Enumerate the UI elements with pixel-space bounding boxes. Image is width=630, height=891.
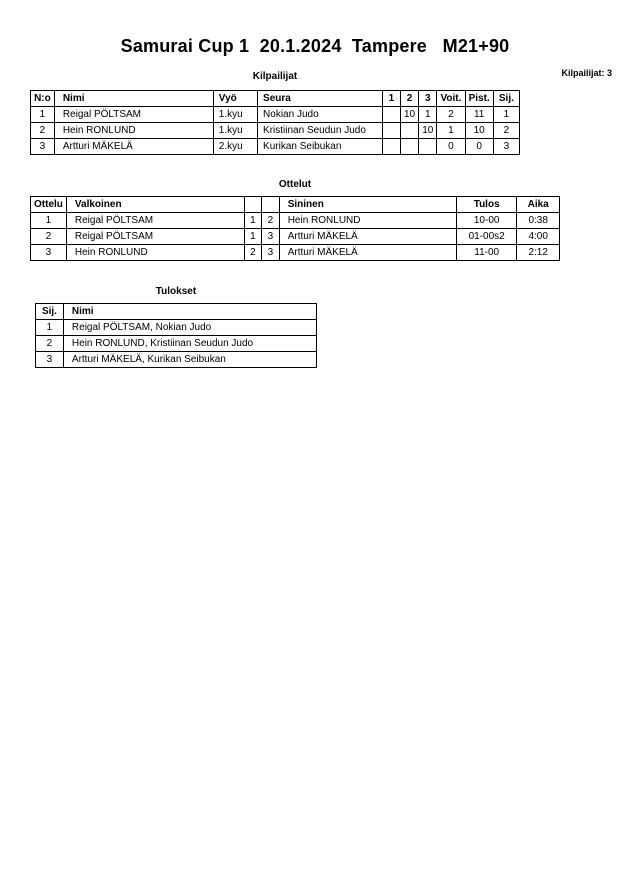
- results-table: [35, 303, 317, 368]
- cell-nimi: Artturi MÄKELÄ, Kurikan Seibukan: [63, 352, 316, 368]
- cell-tulos: 01-00s2: [456, 229, 516, 245]
- column-header-match-1: 1: [382, 91, 400, 107]
- cell-white-no: 1: [244, 229, 262, 245]
- cell-seura: Nokian Judo: [258, 107, 383, 123]
- cell-blue-no: 3: [262, 245, 280, 261]
- cell-ottelu: 2: [31, 229, 67, 245]
- cell-sij: 1: [36, 320, 64, 336]
- table-row: [31, 213, 560, 229]
- cell-vyo: 1.kyu: [213, 123, 257, 139]
- table-row: [31, 123, 520, 139]
- table-header-row: [36, 304, 317, 320]
- cell-tulos: 11-00: [456, 245, 516, 261]
- table-header-row: [31, 91, 520, 107]
- cell-match-2: 10: [400, 107, 418, 123]
- cell-seura: Kristiinan Seudun Judo: [258, 123, 383, 139]
- section-label-tulokset: Tulokset: [155, 286, 197, 297]
- cell-nimi: Artturi MÄKELÄ: [54, 139, 213, 155]
- cell-match-1: [382, 107, 400, 123]
- table-row: [31, 229, 560, 245]
- cell-match-2: [400, 123, 418, 139]
- cell-nimi: Hein RONLUND, Kristiinan Seudun Judo: [63, 336, 316, 352]
- cell-points: 10: [465, 123, 493, 139]
- column-header-nimi: Nimi: [63, 304, 316, 320]
- cell-wins: 0: [437, 139, 465, 155]
- cell-no: 2: [31, 123, 55, 139]
- cell-match-2: [400, 139, 418, 155]
- cell-blue-no: 3: [262, 229, 280, 245]
- cell-match-1: [382, 139, 400, 155]
- table-header-row: [31, 197, 560, 213]
- cell-no: 1: [31, 107, 55, 123]
- column-header-vyo: Vyö: [213, 91, 257, 107]
- column-header-wins: Voit.: [437, 91, 465, 107]
- cell-sij: 3: [36, 352, 64, 368]
- table-row: [31, 107, 520, 123]
- cell-vyo: 1.kyu: [213, 107, 257, 123]
- column-header-match-2: 2: [400, 91, 418, 107]
- cell-blue-no: 2: [262, 213, 280, 229]
- cell-no: 3: [31, 139, 55, 155]
- cell-match-3: 10: [419, 123, 437, 139]
- column-header-seura: Seura: [258, 91, 383, 107]
- column-header-sininen: Sininen: [279, 197, 456, 213]
- table-row: [31, 245, 560, 261]
- table-row: [31, 139, 520, 155]
- table-row: [36, 320, 317, 336]
- section-label-kilpailijat: Kilpailijat: [252, 71, 298, 82]
- cell-valkoinen: Reigal PÖLTSAM: [66, 213, 244, 229]
- cell-seura: Kurikan Seibukan: [258, 139, 383, 155]
- cell-valkoinen: Reigal PÖLTSAM: [66, 229, 244, 245]
- cell-points: 0: [465, 139, 493, 155]
- cell-rank: 1: [493, 107, 519, 123]
- column-header-white-no: [244, 197, 262, 213]
- cell-vyo: 2.kyu: [213, 139, 257, 155]
- section-label-ottelut: Ottelut: [278, 179, 312, 190]
- cell-wins: 2: [437, 107, 465, 123]
- cell-sininen: Artturi MÄKELÄ: [279, 229, 456, 245]
- column-header-match-3: 3: [419, 91, 437, 107]
- column-header-valkoinen: Valkoinen: [66, 197, 244, 213]
- cell-rank: 3: [493, 139, 519, 155]
- cell-nimi: Hein RONLUND: [54, 123, 213, 139]
- cell-aika: 2:12: [517, 245, 560, 261]
- cell-aika: 4:00: [517, 229, 560, 245]
- column-header-nimi: Nimi: [54, 91, 213, 107]
- cell-rank: 2: [493, 123, 519, 139]
- column-header-rank: Sij.: [493, 91, 519, 107]
- matches-table: [30, 196, 560, 261]
- cell-white-no: 1: [244, 213, 262, 229]
- cell-tulos: 10-00: [456, 213, 516, 229]
- column-header-points: Pist.: [465, 91, 493, 107]
- competitors-table: [30, 90, 520, 155]
- column-header-aika: Aika: [517, 197, 560, 213]
- cell-match-3: [419, 139, 437, 155]
- cell-match-3: 1: [419, 107, 437, 123]
- column-header-no: N:o: [31, 91, 55, 107]
- cell-sij: 2: [36, 336, 64, 352]
- column-header-blue-no: [262, 197, 280, 213]
- cell-nimi: Reigal PÖLTSAM: [54, 107, 213, 123]
- cell-match-1: [382, 123, 400, 139]
- table-row: [36, 352, 317, 368]
- cell-sininen: Hein RONLUND: [279, 213, 456, 229]
- page-title: Samurai Cup 1 20.1.2024 Tampere M21+90: [120, 36, 510, 56]
- cell-points: 11: [465, 107, 493, 123]
- cell-sininen: Artturi MÄKELÄ: [279, 245, 456, 261]
- column-header-sij: Sij.: [36, 304, 64, 320]
- column-header-ottelu: Ottelu: [31, 197, 67, 213]
- cell-white-no: 2: [244, 245, 262, 261]
- cell-nimi: Reigal PÖLTSAM, Nokian Judo: [63, 320, 316, 336]
- competitor-count-note: Kilpailijat: 3: [561, 68, 612, 78]
- cell-valkoinen: Hein RONLUND: [66, 245, 244, 261]
- cell-wins: 1: [437, 123, 465, 139]
- cell-ottelu: 3: [31, 245, 67, 261]
- cell-aika: 0:38: [517, 213, 560, 229]
- cell-ottelu: 1: [31, 213, 67, 229]
- table-row: [36, 336, 317, 352]
- column-header-tulos: Tulos: [456, 197, 516, 213]
